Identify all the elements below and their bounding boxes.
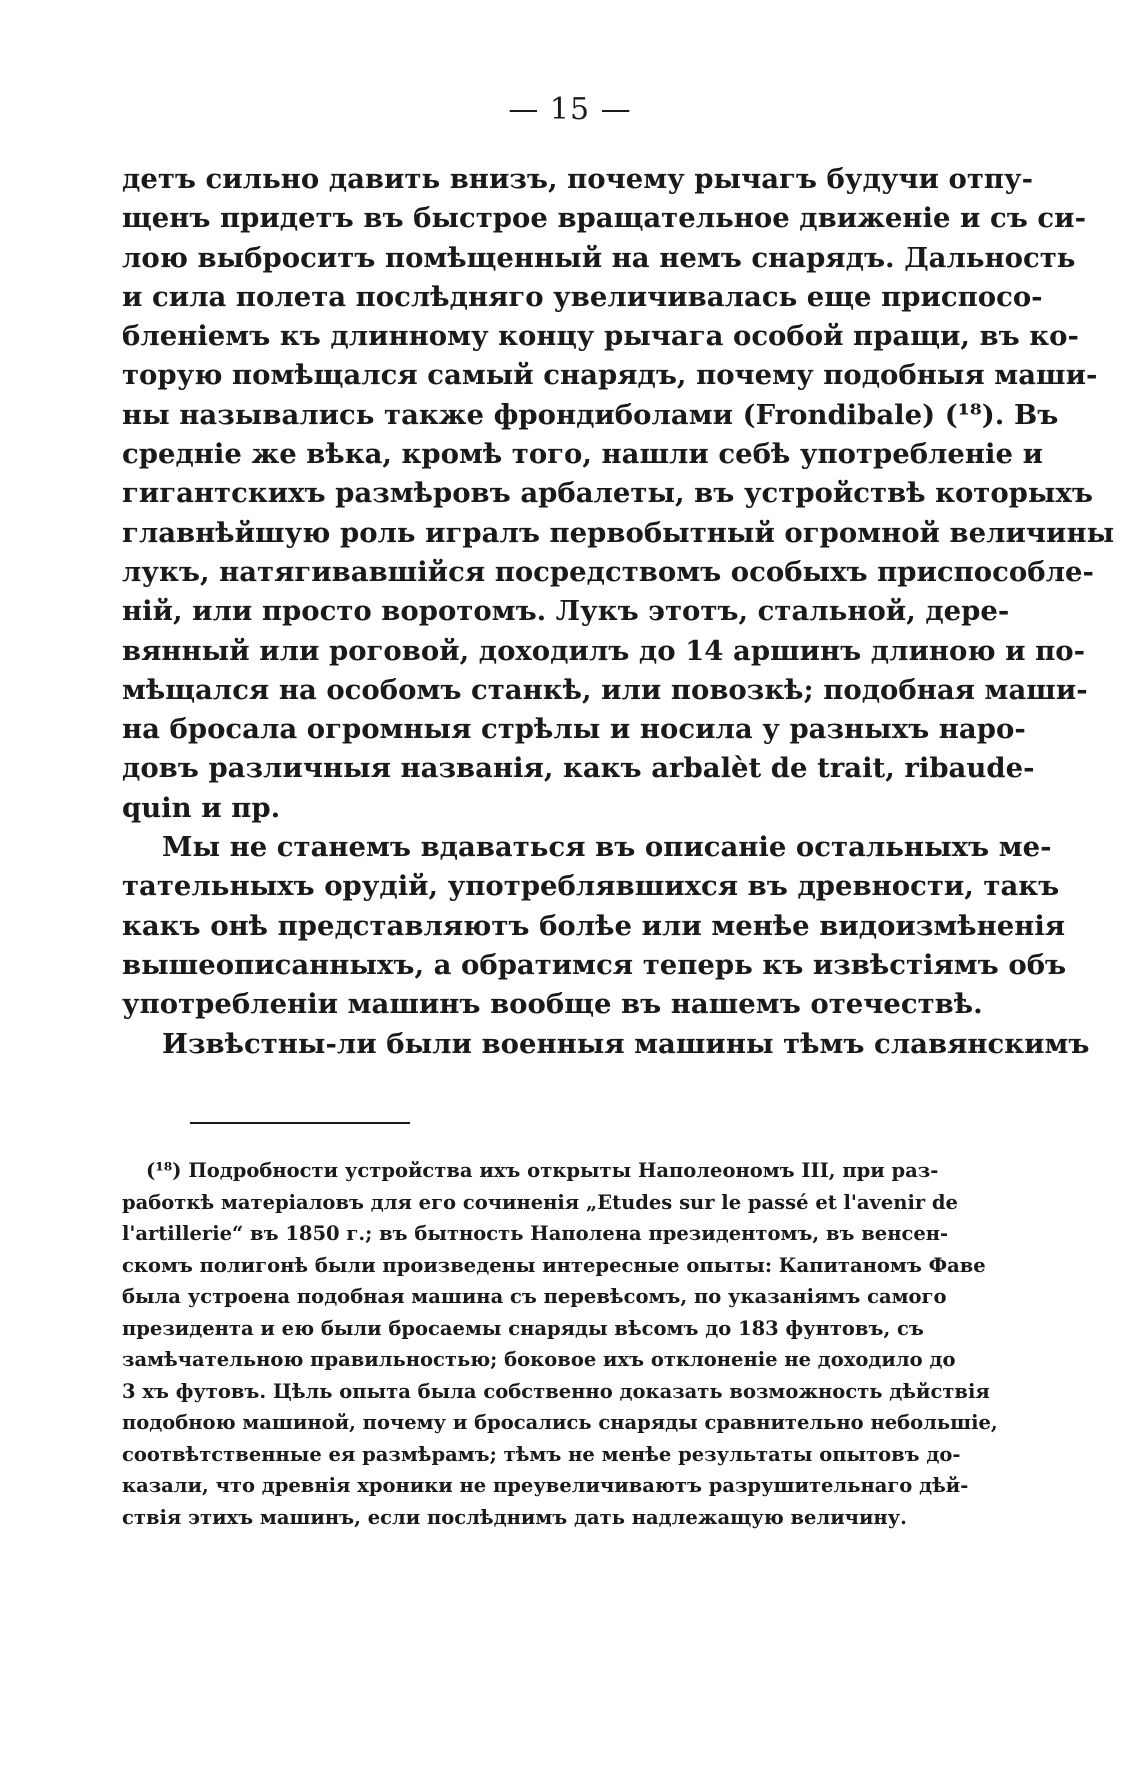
text-line: quin и пр. bbox=[122, 791, 281, 824]
main-text bbox=[122, 160, 1115, 1064]
footnote-line: казали, что древнія хроники не преувеличиваютъ разрушительнаго дѣй- bbox=[122, 1474, 969, 1497]
footnote-line: замѣчательною правильностью; боковое ихъ отклоненіе не доходило до bbox=[122, 1348, 956, 1371]
footnote-line: (¹⁸) Подробности устройства ихъ открыты Наполеономъ III, при раз- bbox=[146, 1159, 939, 1182]
text-line: лою выброситъ помѣщенный на немъ снарядъ. Дальность bbox=[122, 241, 1076, 274]
text-line: Мы не станемъ вдаваться въ описаніе остальныхъ ме- bbox=[162, 831, 1052, 864]
footnote-line: 3 хъ футовъ. Цѣль опыта была собственно доказать возможность дѣйствія bbox=[122, 1379, 990, 1403]
footnote-line: была устроена подобная машина съ перевѣсомъ, по указаніямъ самого bbox=[122, 1285, 947, 1308]
footnote-line: работкѣ матеріаловъ для его сочиненія „Etudes sur le passé et l'avenir de bbox=[122, 1190, 958, 1214]
text-line: лукъ, натягивавшійся посредствомъ особыхъ приспособле- bbox=[122, 555, 1094, 588]
paragraph-2 bbox=[122, 828, 1067, 1024]
paragraph-3 bbox=[122, 1025, 1090, 1064]
text-line: детъ сильно давить внизъ, почему рычагъ будучи отпу- bbox=[122, 163, 1034, 195]
text-line: вянный или роговой, доходилъ до 14 аршинъ длиною и по- bbox=[122, 634, 1086, 667]
text-line: какъ онѣ представляютъ болѣе или менѣе видоизмѣненія bbox=[122, 909, 1066, 942]
text-line: на бросала огромныя стрѣлы и носила у разныхъ наро- bbox=[122, 713, 1026, 746]
text-line: Извѣстны-ли были военныя машины тѣмъ славянскимъ bbox=[162, 1027, 1090, 1060]
text-line: щенъ придетъ въ быстрое вращательное движеніе и съ си- bbox=[122, 202, 1086, 235]
text-line: средніе же вѣка, кромѣ того, нашли себѣ употребленіе и bbox=[122, 438, 1043, 471]
footnote-line: соотвѣтственные ея размѣрамъ; тѣмъ не менѣе результаты опытовъ до- bbox=[122, 1442, 961, 1466]
page-number: — 15 — bbox=[508, 92, 632, 127]
footnote-line: ствія этихъ машинъ, если послѣднимъ дать надлежащую величину. bbox=[122, 1505, 907, 1529]
text-line: довъ различныя названія, какъ arbalèt de trait, ribaude- bbox=[122, 752, 1035, 785]
paragraph-1 bbox=[122, 160, 1115, 828]
text-line: мѣщался на особомъ станкѣ, или повозкѣ; подобная маши- bbox=[122, 673, 1088, 706]
footnote-separator bbox=[190, 1122, 410, 1124]
text-line: бленіемъ къ длинному концу рычага особой пращи, въ ко- bbox=[122, 320, 1079, 353]
text-line: гигантскихъ размѣровъ арбалеты, въ устройствѣ которыхъ bbox=[122, 477, 1093, 510]
text-line: главнѣйшую роль игралъ первобытный огромной величины bbox=[122, 516, 1115, 549]
text-line: употребленіи машинъ вообще въ нашемъ отечествѣ. bbox=[122, 988, 983, 1021]
text-line: ны назывались также фрондиболами (Frondibale) (¹⁸). Въ bbox=[122, 398, 1059, 431]
footnote-line: скомъ полигонѣ были произведены интересные опыты: Капитаномъ Фаве bbox=[122, 1253, 986, 1277]
footnote bbox=[122, 1155, 998, 1533]
footnote-line: подобною машиной, почему и бросались снаряды сравнительно небольшіе, bbox=[122, 1411, 998, 1434]
text-line: вышеописанныхъ, а обратимся теперь къ извѣстіямъ объ bbox=[122, 948, 1067, 981]
text-line: тательныхъ орудій, употреблявшихся въ древности, такъ bbox=[122, 870, 1060, 903]
text-line: и сила полета послѣдняго увеличивалась еще приспосо- bbox=[122, 280, 1043, 313]
footnote-line: l'artillerie“ въ 1850 г.; въ бытность Наполена президентомъ, въ венсен- bbox=[122, 1222, 949, 1245]
text-line: торую помѣщался самый снарядъ, почему подобныя маши- bbox=[122, 359, 1098, 392]
text-line: ній, или просто воротомъ. Лукъ этотъ, стальной, дере- bbox=[122, 595, 1010, 628]
footnote-line: президента и ею были бросаемы снаряды вѣсомъ до 183 фунтовъ, съ bbox=[122, 1316, 924, 1340]
